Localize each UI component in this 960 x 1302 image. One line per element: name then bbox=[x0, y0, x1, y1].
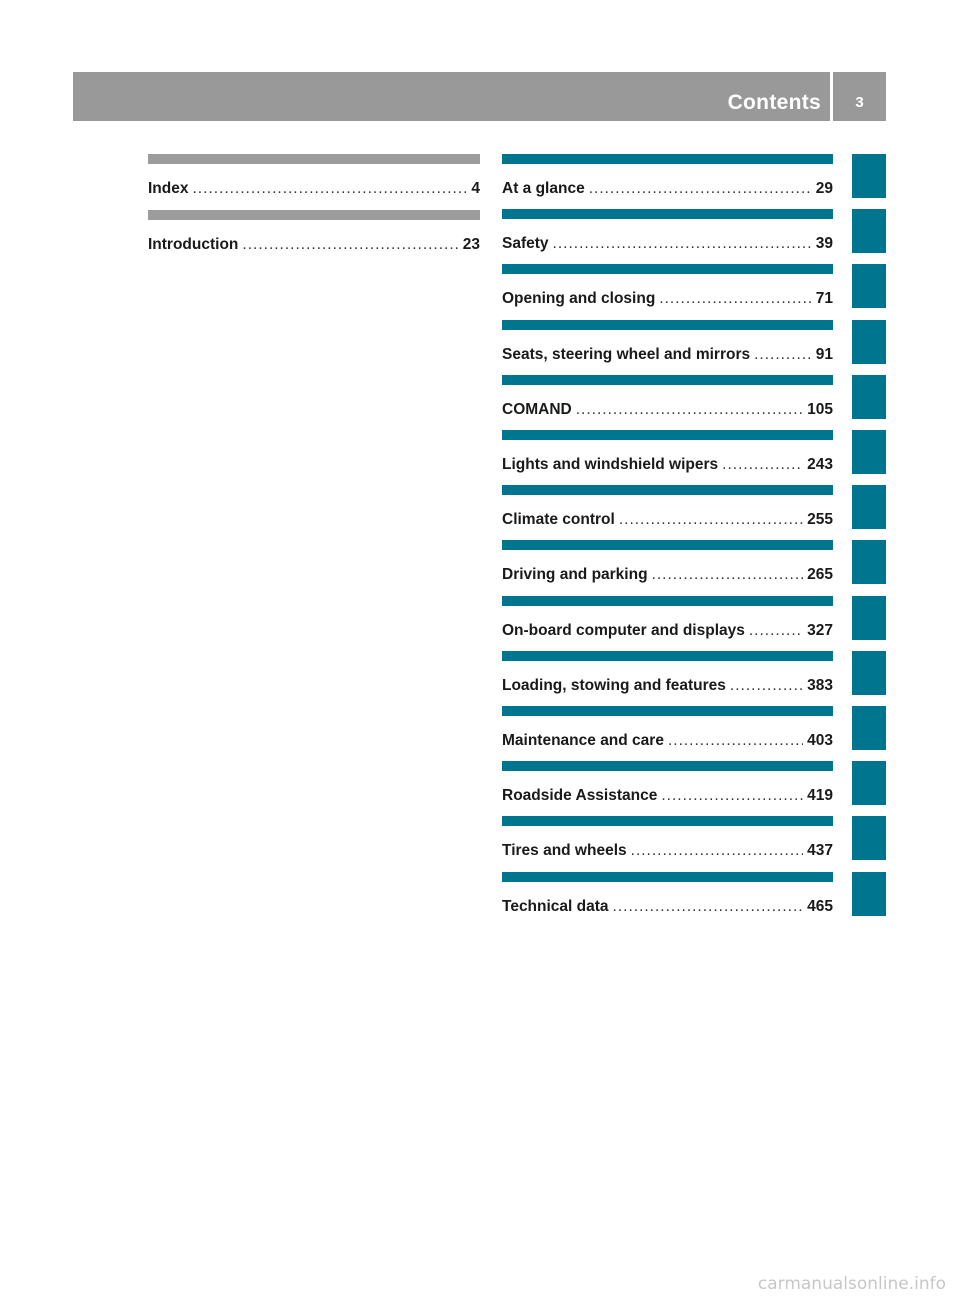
section-bar bbox=[502, 485, 833, 495]
toc-label: Roadside Assistance bbox=[502, 787, 658, 804]
toc-page: 243 bbox=[807, 456, 833, 473]
toc-label: Safety bbox=[502, 235, 549, 252]
section-bar bbox=[502, 430, 833, 440]
side-tab-climate-control[interactable] bbox=[852, 485, 886, 529]
page-header bbox=[73, 72, 886, 121]
toc-entry-comand[interactable] bbox=[502, 375, 833, 419]
section-bar bbox=[502, 651, 833, 661]
side-tab-comand[interactable] bbox=[852, 375, 886, 419]
toc-entry-climate-control[interactable] bbox=[502, 485, 833, 529]
toc-label: At a glance bbox=[502, 180, 585, 197]
toc-page: 255 bbox=[807, 511, 833, 528]
toc-page: 105 bbox=[807, 401, 833, 418]
toc-entry-at-a-glance[interactable] bbox=[502, 154, 833, 198]
toc-label: Seats, steering wheel and mirrors bbox=[502, 346, 751, 363]
leader-dots bbox=[652, 566, 804, 584]
toc-page: 23 bbox=[462, 236, 480, 253]
leader-dots bbox=[754, 346, 812, 364]
leader-dots bbox=[668, 732, 803, 750]
section-bar bbox=[502, 375, 833, 385]
leader-dots bbox=[631, 842, 803, 860]
leader-dots bbox=[661, 787, 803, 805]
toc-label: Driving and parking bbox=[502, 566, 648, 583]
side-tab-at-a-glance[interactable] bbox=[852, 154, 886, 198]
toc-entry-loading-stowing[interactable] bbox=[502, 651, 833, 695]
side-tab-tires-wheels[interactable] bbox=[852, 816, 886, 860]
toc-entry-lights-wipers[interactable] bbox=[502, 430, 833, 474]
toc-entry-tires-wheels[interactable] bbox=[502, 816, 833, 860]
leader-dots bbox=[192, 180, 467, 198]
section-bar bbox=[502, 761, 833, 771]
section-bar bbox=[148, 210, 480, 220]
header-title: Contents bbox=[727, 91, 821, 114]
section-bar bbox=[502, 540, 833, 550]
leader-dots bbox=[576, 401, 803, 419]
toc-label: Tires and wheels bbox=[502, 842, 627, 859]
toc-label: Technical data bbox=[502, 898, 609, 915]
leader-dots bbox=[242, 236, 458, 254]
toc-label: Maintenance and care bbox=[502, 732, 664, 749]
toc-page: 39 bbox=[815, 235, 833, 252]
toc-page: 4 bbox=[471, 180, 480, 197]
side-tab-loading-stowing[interactable] bbox=[852, 651, 886, 695]
toc-page: 383 bbox=[807, 677, 833, 694]
watermark: carmanualsonline.info bbox=[757, 1274, 946, 1294]
leader-dots bbox=[613, 898, 804, 916]
toc-page: 327 bbox=[807, 622, 833, 639]
leader-dots bbox=[619, 511, 803, 529]
toc-page: 437 bbox=[807, 842, 833, 859]
section-bar bbox=[502, 596, 833, 606]
toc-entry-driving-parking[interactable] bbox=[502, 540, 833, 584]
section-bar bbox=[502, 320, 833, 330]
side-tab-driving-parking[interactable] bbox=[852, 540, 886, 584]
side-tab-opening-and-closing[interactable] bbox=[852, 264, 886, 308]
toc-page: 265 bbox=[807, 566, 833, 583]
section-bar bbox=[502, 706, 833, 716]
toc-page: 465 bbox=[807, 898, 833, 915]
page-number: 3 bbox=[855, 94, 864, 111]
toc-entry-opening-and-closing[interactable] bbox=[502, 264, 833, 308]
toc-entry-roadside-assistance[interactable] bbox=[502, 761, 833, 805]
toc-page: 403 bbox=[807, 732, 833, 749]
leader-dots bbox=[749, 622, 803, 640]
section-bar bbox=[148, 154, 480, 164]
side-tab-technical-data[interactable] bbox=[852, 872, 886, 916]
toc-entry-onboard-computer[interactable] bbox=[502, 596, 833, 640]
side-tab-seats-steering-mirrors[interactable] bbox=[852, 320, 886, 364]
side-tab-maintenance-care[interactable] bbox=[852, 706, 886, 750]
toc-entry-maintenance-care[interactable] bbox=[502, 706, 833, 750]
toc-label: Lights and windshield wipers bbox=[502, 456, 719, 473]
toc-label: Opening and closing bbox=[502, 290, 656, 307]
toc-entry-seats-steering-mirrors[interactable] bbox=[502, 320, 833, 364]
toc-page: 29 bbox=[815, 180, 833, 197]
toc-entry-safety[interactable] bbox=[502, 209, 833, 253]
toc-label: Climate control bbox=[502, 511, 615, 528]
toc-page: 91 bbox=[815, 346, 833, 363]
section-bar bbox=[502, 209, 833, 219]
toc-entry-introduction[interactable] bbox=[148, 210, 480, 254]
toc-page: 71 bbox=[815, 290, 833, 307]
toc-label: Introduction bbox=[148, 236, 239, 253]
side-tab-roadside-assistance[interactable] bbox=[852, 761, 886, 805]
leader-dots bbox=[553, 235, 812, 253]
toc-entry-index[interactable] bbox=[148, 154, 480, 198]
side-tab-lights-wipers[interactable] bbox=[852, 430, 886, 474]
leader-dots bbox=[722, 456, 803, 474]
section-bar bbox=[502, 816, 833, 826]
leader-dots bbox=[730, 677, 803, 695]
toc-entry-technical-data[interactable] bbox=[502, 872, 833, 916]
section-bar bbox=[502, 154, 833, 164]
toc-label: Index bbox=[148, 180, 189, 197]
side-tab-onboard-computer[interactable] bbox=[852, 596, 886, 640]
toc-page: 419 bbox=[807, 787, 833, 804]
leader-dots bbox=[589, 180, 812, 198]
toc-label: Loading, stowing and features bbox=[502, 677, 726, 694]
side-tab-safety[interactable] bbox=[852, 209, 886, 253]
toc-label: On-board computer and displays bbox=[502, 622, 745, 639]
section-bar bbox=[502, 872, 833, 882]
toc-label: COMAND bbox=[502, 401, 572, 418]
leader-dots bbox=[659, 290, 811, 308]
section-bar bbox=[502, 264, 833, 274]
